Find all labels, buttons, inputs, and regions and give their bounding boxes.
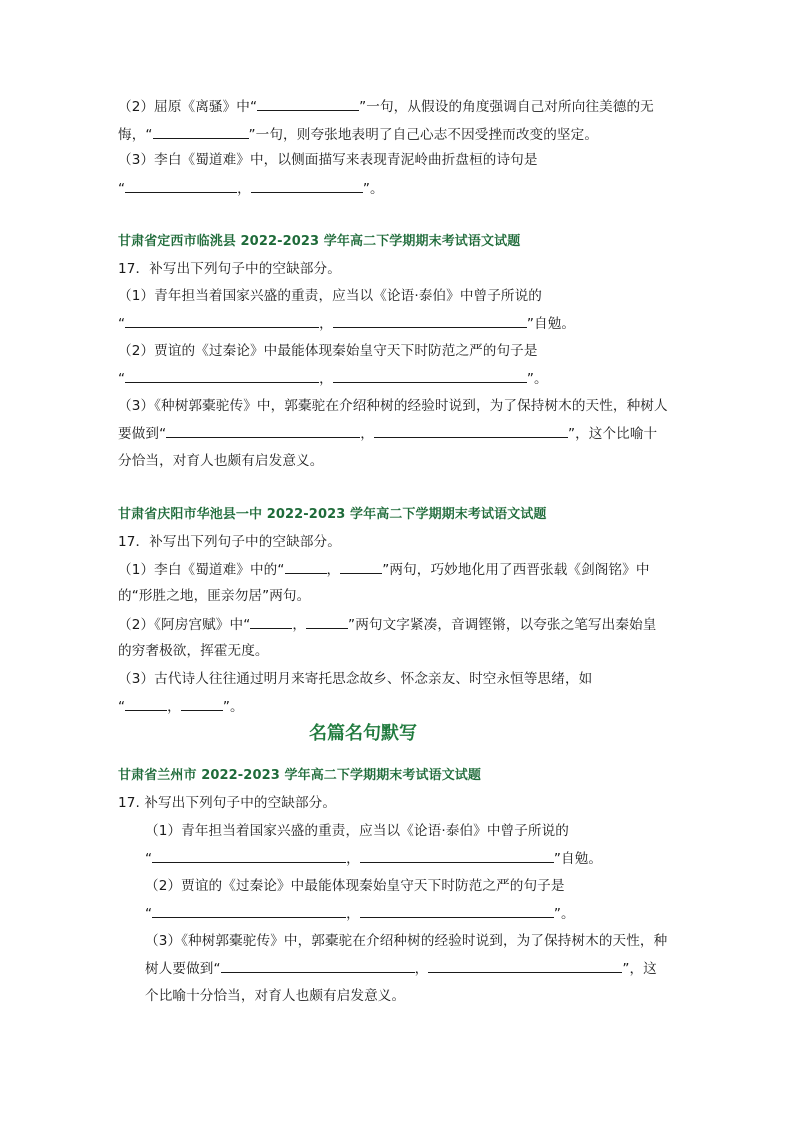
s1-line-2 xyxy=(118,124,676,145)
s3-b1 xyxy=(118,614,676,635)
s3-b2: 的穷奢极欲，挥霍无度。 xyxy=(118,643,269,659)
answer-blank[interactable] xyxy=(125,368,319,383)
answer-blank[interactable] xyxy=(360,848,554,863)
answer-blank[interactable] xyxy=(333,368,527,383)
answer-blank[interactable] xyxy=(306,614,348,629)
text: 悔，“ xyxy=(118,127,153,143)
text: “ xyxy=(145,851,153,867)
text: （1）李白《蜀道难》中的“ xyxy=(118,562,285,578)
text: ”。 xyxy=(553,906,575,922)
section-heading: 甘肃省兰州市 2022-2023 学年高二下学期期末考试语文试题 xyxy=(118,768,482,783)
question-prompt: 17．补写出下列句子中的空缺部分。 xyxy=(118,261,341,277)
section-title: 名篇名句默写 xyxy=(309,723,417,744)
text: ， xyxy=(319,316,333,332)
s3-a2: 的“形胜之地，匪亲勿居”两句。 xyxy=(118,588,311,604)
text: ， xyxy=(319,371,333,387)
s4-c2 xyxy=(145,958,676,979)
answer-blank[interactable] xyxy=(340,559,382,574)
text: ， xyxy=(167,699,181,715)
s4-a2 xyxy=(145,848,676,869)
answer-blank[interactable] xyxy=(360,903,554,918)
s4-a1: （1）青年担当着国家兴盛的重责，应当以《论语·泰伯》中曾子所说的 xyxy=(145,823,569,839)
text: （2）《阿房宫赋》中“ xyxy=(118,617,251,633)
s2-b2 xyxy=(118,368,676,389)
s4-c1: （3）《种树郭橐驼传》中，郭橐驼在介绍种树的经验时说到，为了保持树木的天性，种 xyxy=(145,933,668,949)
text: ， xyxy=(414,961,429,977)
text: “ xyxy=(118,699,126,715)
answer-blank[interactable] xyxy=(152,848,346,863)
text: ”，这个比喻十 xyxy=(567,426,658,442)
text: ， xyxy=(292,617,307,633)
text: （2）屈原《离骚》中“ xyxy=(118,99,258,115)
text: ， xyxy=(346,851,360,867)
s2-c2 xyxy=(118,423,676,444)
answer-blank[interactable] xyxy=(333,313,527,328)
s3-a1 xyxy=(118,559,676,580)
question-prompt: 17. 补写出下列句子中的空缺部分。 xyxy=(118,795,337,811)
section-heading: 甘肃省庆阳市华池县一中 2022-2023 学年高二下学期期末考试语文试题 xyxy=(118,507,547,522)
s2-a1: （1）青年担当着国家兴盛的重责，应当以《论语·泰伯》中曾子所说的 xyxy=(118,288,542,304)
text: “ xyxy=(145,906,153,922)
answer-blank[interactable] xyxy=(181,696,223,711)
text: ， xyxy=(237,181,251,197)
answer-blank[interactable] xyxy=(250,614,292,629)
s4-c3: 个比喻十分恰当，对育人也颇有启发意义。 xyxy=(145,988,406,1004)
s3-c2 xyxy=(118,696,676,717)
answer-blank[interactable] xyxy=(153,124,249,139)
answer-blank[interactable] xyxy=(285,559,327,574)
answer-blank[interactable] xyxy=(374,423,568,438)
s2-a2 xyxy=(118,313,676,334)
s4-b1: （2）贾谊的《过秦论》中最能体现秦始皇守天下时防范之严的句子是 xyxy=(145,878,565,894)
s1-line-4 xyxy=(118,178,676,199)
text: “ xyxy=(118,371,126,387)
s1-line-1 xyxy=(118,96,676,117)
text: ， xyxy=(346,906,360,922)
s2-c1: （3）《种树郭橐驼传》中，郭橐驼在介绍种树的经验时说到，为了保持树木的天性，种树人 xyxy=(118,398,668,414)
text: ”两句，巧妙地化用了西晋张载《剑阁铭》中 xyxy=(382,562,650,578)
text: ”一句，则夸张地表明了自己心志不因受挫而改变的坚定。 xyxy=(248,127,599,143)
text: ”两句文字紧凑，音调铿锵，以夸张之笔写出秦始皇 xyxy=(348,617,657,633)
text: ”。 xyxy=(526,371,548,387)
text: ”。 xyxy=(362,181,384,197)
text: ， xyxy=(360,426,374,442)
s2-b1: （2）贾谊的《过秦论》中最能体现秦始皇守天下时防范之严的句子是 xyxy=(118,343,538,359)
s1-line-3: （3）李白《蜀道难》中，以侧面描写来表现青泥岭曲折盘桓的诗句是 xyxy=(118,152,538,168)
text: ”，这 xyxy=(622,961,657,977)
text: “ xyxy=(118,316,126,332)
answer-blank[interactable] xyxy=(428,958,622,973)
answer-blank[interactable] xyxy=(166,423,360,438)
answer-blank[interactable] xyxy=(257,96,359,111)
answer-blank[interactable] xyxy=(152,903,346,918)
text: 树人要做到“ xyxy=(145,961,221,977)
question-prompt: 17．补写出下列句子中的空缺部分。 xyxy=(118,534,341,550)
text: ， xyxy=(326,562,341,578)
section-heading: 甘肃省定西市临洮县 2022-2023 学年高二下学期期末考试语文试题 xyxy=(118,234,521,249)
text: ”。 xyxy=(222,699,244,715)
text: “ xyxy=(118,181,126,197)
s3-c1: （3）古代诗人往往通过明月来寄托思念故乡、怀念亲友、时空永恒等思绪，如 xyxy=(118,671,593,687)
answer-blank[interactable] xyxy=(125,696,167,711)
answer-blank[interactable] xyxy=(251,178,363,193)
answer-blank[interactable] xyxy=(125,313,319,328)
text: ”自勉。 xyxy=(526,316,576,332)
text: ”一句，从假设的角度强调自己对所向往美德的无 xyxy=(359,99,654,115)
answer-blank[interactable] xyxy=(125,178,237,193)
text: 要做到“ xyxy=(118,426,167,442)
answer-blank[interactable] xyxy=(221,958,415,973)
s4-b2 xyxy=(145,903,676,924)
s2-c3: 分恰当，对育人也颇有启发意义。 xyxy=(118,453,324,469)
text: ”自勉。 xyxy=(553,851,603,867)
